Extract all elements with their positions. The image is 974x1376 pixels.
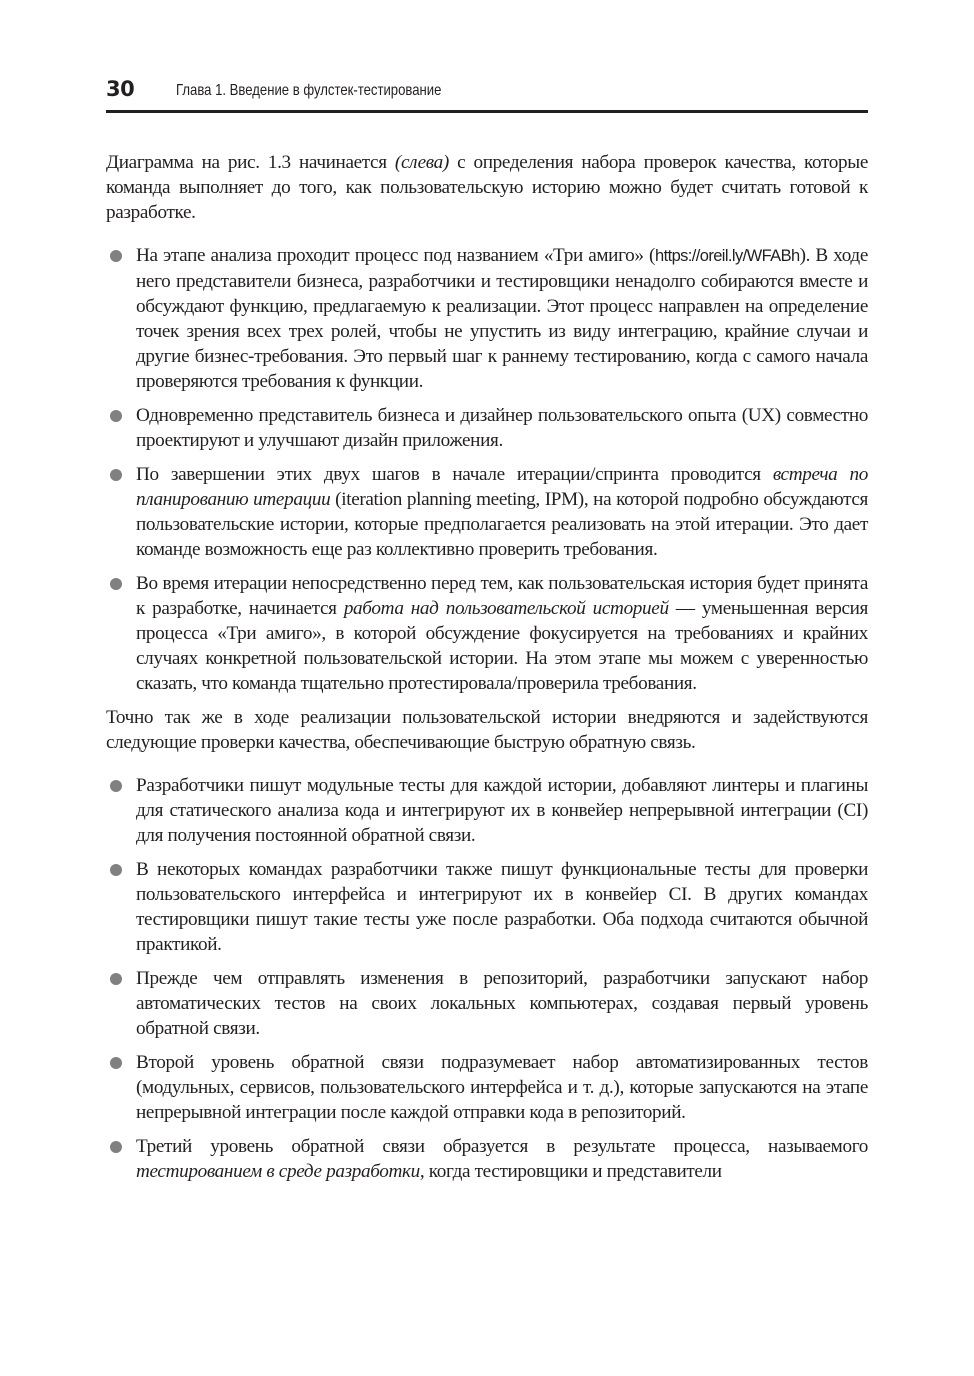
emphasis: тестированием в среде разработки	[136, 1161, 420, 1182]
text-span: Во время итерации непосредственно перед тем, как пользовательская история будет принята к разработке, начинается	[136, 573, 868, 619]
page-number: 30	[106, 77, 135, 101]
bullet-icon	[110, 469, 122, 481]
feedback-checks-list	[106, 773, 868, 1184]
emphasis: встреча по планированию итерации	[136, 464, 868, 510]
list-item	[106, 773, 868, 848]
running-header	[106, 76, 868, 113]
text-span: Второй уровень обратной связи подразумевает набор автоматизированных тестов (модульных, сервисов, пользовательского интерфейса и т. д.), которые запускаются на этапе непрерывной интеграции после каждой отправки кода в репозиторий.	[136, 1052, 868, 1123]
chapter-title: Глава 1. Введение в фулстек-тестирование	[176, 82, 442, 99]
emphasis: работа над пользовательской историей	[343, 598, 669, 619]
middle-paragraph: Точно так же в ходе реализации пользовательской истории внедряются и задействуются следующие проверки качества, обеспечивающие быструю обратную связь.	[106, 707, 868, 753]
bullet-icon	[110, 780, 122, 792]
text-span: В некоторых командах разработчики также пишут функциональные тесты для проверки пользовательского интерфейса и интегрируют их в конвейер CI. В других командах тестировщики пишут такие тесты уже после разработки. Оба подхода считаются обычной практикой.	[136, 859, 868, 955]
text-span: (iteration planning meeting, IPM), на которой подробно обсуждаются пользовательские истории, которые предполагается реализовать на этой итерации. Это дает команде возможность еще раз коллективно проверить требования.	[136, 489, 869, 560]
bullet-icon	[110, 578, 122, 590]
text-span: Диаграмма на рис. 1.3 начинается	[106, 152, 395, 173]
text-span: — уменьшенная версия процесса «Три амиго», в которой обсуждение фокусируется на требованиях и крайних случаях конкретной пользовательской истории. На этом этапе мы можем с уверенностью сказать, что команда тщательно протестировала/проверила требования.	[136, 598, 868, 694]
body-text	[106, 150, 868, 1193]
bullet-icon	[110, 973, 122, 985]
list-item	[106, 1134, 868, 1184]
bullet-icon	[110, 864, 122, 876]
bullet-icon	[110, 1141, 122, 1153]
text-span: Третий уровень обратной связи образуется в результате процесса, называемого	[136, 1136, 868, 1157]
text-span: На этапе анализа проходит процесс под названием «Три амиго» (	[136, 245, 656, 266]
text-span: Разработчики пишут модульные тесты для каждой истории, добавляют линтеры и плагины для статического анализа кода и интегрируют их в конвейер непрерывной интеграции (CI) для получения постоянной обратной связи.	[136, 775, 868, 846]
text-span: По завершении этих двух шагов в начале итерации/спринта проводится	[136, 464, 773, 485]
bullet-icon	[110, 410, 122, 422]
analysis-steps-list	[106, 243, 868, 696]
text-span: с определения набора проверок качества, которые команда выполняет до того, как пользовательскую историю можно будет считать готовой к разработке.	[106, 152, 868, 223]
intro-paragraph	[106, 150, 868, 225]
list-item	[106, 571, 868, 696]
list-item	[106, 462, 868, 562]
bullet-icon	[110, 250, 122, 262]
three-amigos-link[interactable]: https://oreil.ly/WFABh	[655, 247, 800, 265]
list-item	[106, 243, 868, 394]
emphasis: (слева)	[394, 152, 449, 173]
list-item	[106, 1050, 868, 1125]
text-span: ). В ходе него представители бизнеса, разработчики и тестировщики ненадолго собираются вместе и обсуждают функцию, предлагаемую к реализации. Этот процесс направлен на определение точек зрения всех трех ролей, чтобы не упустить из виду интеграцию, крайние случаи и другие бизнес-требования. Это первый шаг к раннему тестированию, когда с самого начала проверяются требования к функции.	[136, 245, 868, 392]
list-item	[106, 403, 868, 453]
text-span: Прежде чем отправлять изменения в репозиторий, разработчики запускают набор автоматических тестов на своих локальных компьютерах, создавая первый уровень обратной связи.	[136, 968, 868, 1039]
text-span: Одновременно представитель бизнеса и дизайнер пользовательского опыта (UX) совместно проектируют и улучшают дизайн приложения.	[136, 405, 868, 451]
list-item	[106, 966, 868, 1041]
list-item	[106, 857, 868, 957]
text-span: , когда тестировщики и представители	[419, 1161, 722, 1182]
bullet-icon	[110, 1057, 122, 1069]
